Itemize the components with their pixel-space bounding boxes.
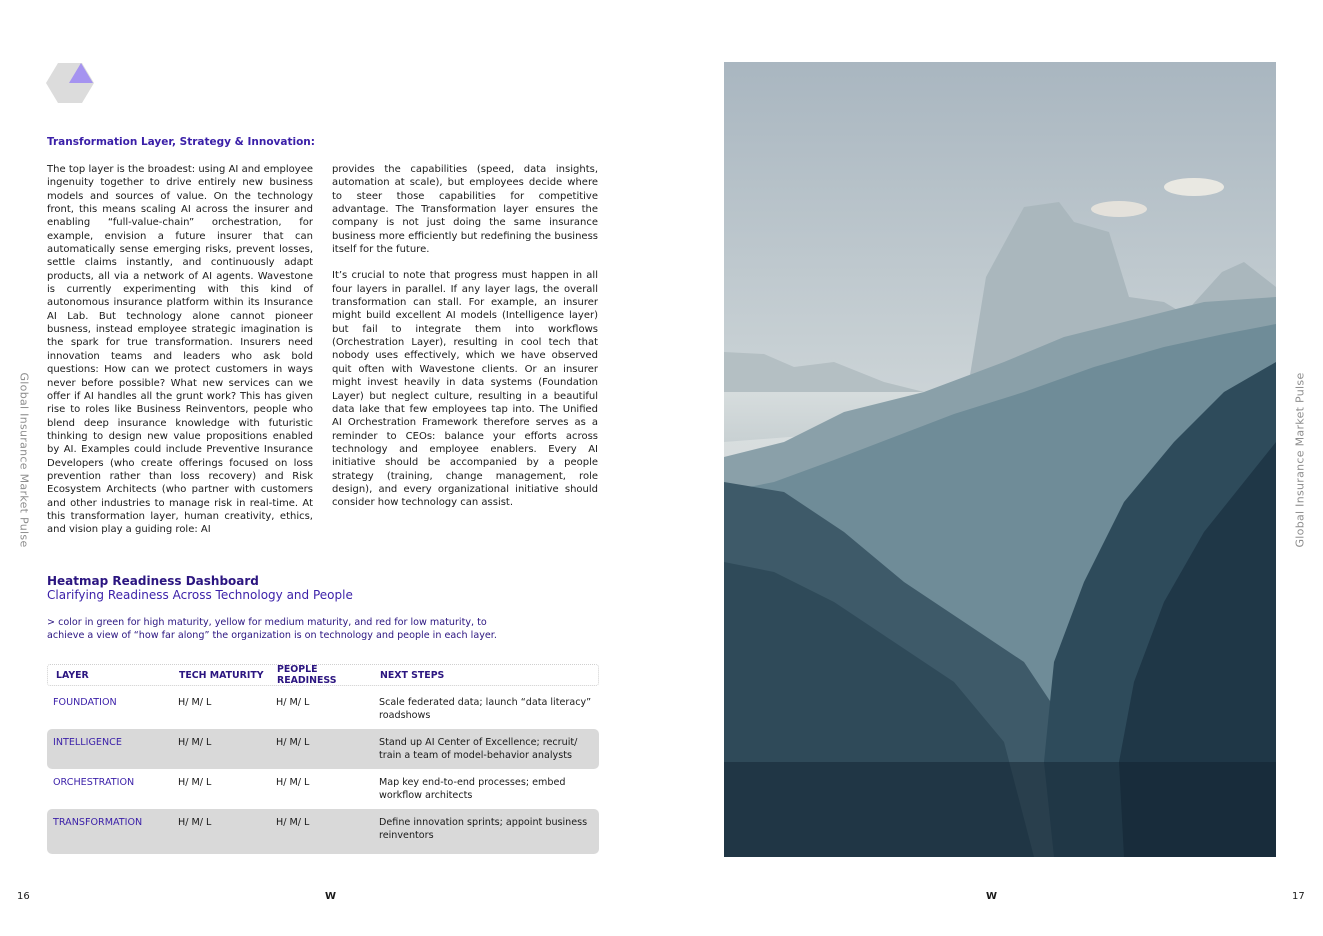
wavestone-logo-icon: W bbox=[986, 891, 998, 902]
note-line: > color in green for high maturity, yellow for medium maturity, and red for low maturity, to bbox=[47, 617, 487, 628]
cell-people: H/ M/ L bbox=[276, 697, 310, 708]
header-layer: LAYER bbox=[56, 669, 89, 681]
readiness-table bbox=[47, 664, 599, 854]
table-row bbox=[47, 769, 599, 809]
cell-tech: H/ M/ L bbox=[178, 817, 212, 828]
sidebar-title-left: Global Insurance Market Pulse bbox=[17, 372, 31, 548]
cell-layer: TRANSFORMATION bbox=[53, 817, 143, 828]
sidebar-title-right: Global Insurance Market Pulse bbox=[1293, 372, 1307, 548]
dashboard-title: Heatmap Readiness Dashboard bbox=[47, 574, 259, 588]
page-number-left: 16 bbox=[17, 891, 30, 902]
hexagon-logo-icon bbox=[46, 62, 94, 104]
wavestone-logo-icon: W bbox=[325, 891, 337, 902]
header-next-steps: NEXT STEPS bbox=[380, 669, 445, 681]
cell-next: Map key end-to-end processes; embed workflow architects bbox=[379, 777, 566, 801]
header-people-readiness: PEOPLE READINESS bbox=[277, 664, 337, 686]
cell-tech: H/ M/ L bbox=[178, 737, 212, 748]
cell-next: Define innovation sprints; appoint business reinventors bbox=[379, 817, 588, 841]
dashboard-note bbox=[47, 616, 547, 642]
cell-layer: ORCHESTRATION bbox=[53, 777, 135, 788]
header-tech-maturity: TECH MATURITY bbox=[179, 669, 264, 681]
cell-next: Stand up AI Center of Excellence; recruit/ train a team of model-behavior analysts bbox=[379, 737, 578, 761]
cell-people: H/ M/ L bbox=[276, 777, 310, 788]
paragraph: It’s crucial to note that progress must happen in all four layers in parallel. If any layer lags, the overall transformation can stall. For example, an insurer might build excellent AI models (Intelligence layer) but fail to integrate them into workflows (Orchestration Layer), resulting in cool tech that nobody uses effectively, which we have observed quit often with Wavestone clients. Or an insurer might invest heavily in data systems (Foundation Layer) but neglect culture, resulting in a beautiful data lake that few employees tap into. The Unified AI Orchestration Framework therefore serves as a reminder to CEOs: balance your efforts across technology and employee enablers. Every AI initiative should be accompanied by a people strategy (training, change management, role design), and every organizational initiative should consider how technology can assist. bbox=[332, 270, 598, 509]
paragraph: provides the capabilities (speed, data insights, automation at scale), but employees decide where to steer those capabilities for competitive advantage. The Transformation layer ensures the company is not just doing the same insurance business more efficiently but redefining the business itself for the future. bbox=[332, 164, 598, 256]
cell-people: H/ M/ L bbox=[276, 817, 310, 828]
dashboard-subtitle: Clarifying Readiness Across Technology and People bbox=[47, 588, 353, 602]
table-row bbox=[47, 809, 599, 854]
table-header bbox=[47, 664, 599, 686]
cell-people: H/ M/ L bbox=[276, 737, 310, 748]
cell-tech: H/ M/ L bbox=[178, 697, 212, 708]
text-column-2 bbox=[332, 163, 598, 523]
cell-next: Scale federated data; launch “data literacy” roadshows bbox=[379, 697, 592, 721]
page-number-right: 17 bbox=[1292, 891, 1305, 902]
cell-layer: INTELLIGENCE bbox=[53, 737, 122, 748]
paragraph: The top layer is the broadest: using AI and employee ingenuity together to drive entirely new business models and sources of value. On the technology front, this means scaling AI across the insurer and enabling “full-value-chain” orchestration, for example, envision a future insurer that can automatically sense emerging risks, prevent losses, settle claims instantly, and continuously adapt products, all via a network of AI agents. Wavestone is currently experimenting with this kind of autonomous insurance platform within its Insurance AI Lab. But technology alone cannot pioneer busness, instead employee strategic imagination is the spark for true transformation. Insurers need innovation teams and leaders who ask bold questions: How can we protect customers in ways never before possible? What new services can we offer if AI handles all the grunt work? This has given rise to roles like Business Reinventors, people who blend deep insurance knowledge with futuristic thinking to design new value propositions enabled by AI. Examples could include Preventive Insurance Developers (who create offerings focused on loss prevention rather than loss recovery) and Risk Ecosystem Architects (who partner with customers and other industries to manage risk in real-time. At this transformation layer, human creativity, ethics, and vision play a guiding role: AI bbox=[47, 164, 313, 536]
text-column-1 bbox=[47, 163, 313, 550]
section-heading: Transformation Layer, Strategy & Innovation: bbox=[47, 136, 315, 148]
cell-layer: FOUNDATION bbox=[53, 697, 117, 708]
table-row bbox=[47, 689, 599, 729]
table-row bbox=[47, 729, 599, 769]
misty-mountain-valley-photo bbox=[724, 62, 1276, 857]
cell-tech: H/ M/ L bbox=[178, 777, 212, 788]
note-line: achieve a view of “how far along” the organization is on technology and people in each layer. bbox=[47, 630, 497, 641]
